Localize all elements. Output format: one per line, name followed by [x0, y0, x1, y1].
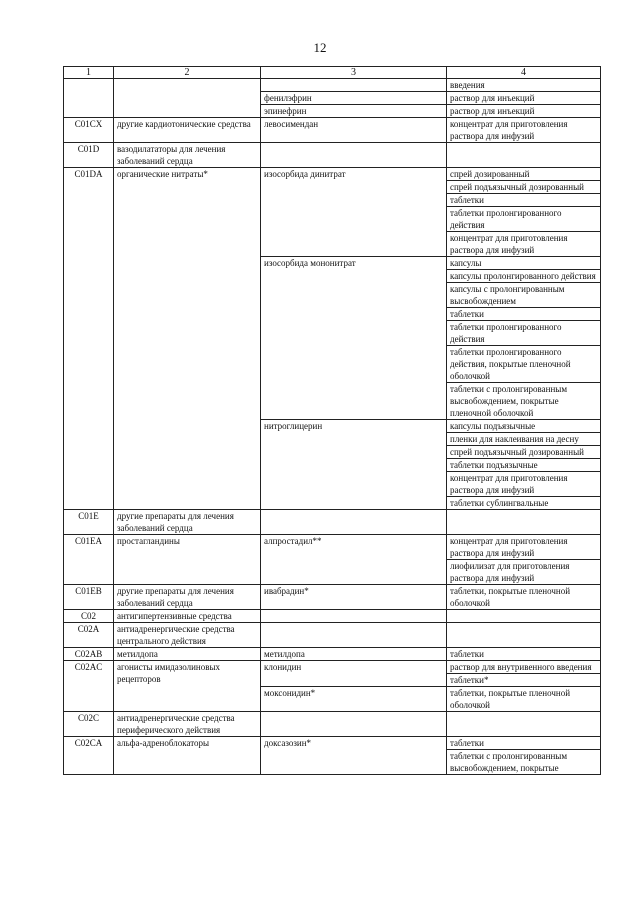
dosage-form: таблетки пролонгированного действия, покрытые пленочной оболочкой	[447, 345, 600, 382]
pharmacological-group-cell: простагландины	[114, 535, 261, 585]
dosage-forms-cell	[447, 712, 601, 737]
dosage-forms-cell	[447, 648, 601, 661]
drug-list-table	[63, 66, 601, 775]
pharmacological-group-cell: другие препараты для лечения заболеваний сердца	[114, 585, 261, 610]
atc-code-cell: C02A	[64, 623, 114, 648]
atc-code-cell: C01CX	[64, 118, 114, 143]
pharmacological-group-cell: антиадренергические средства центрального действия	[114, 623, 261, 648]
drug-name-cell	[261, 510, 447, 535]
table-row	[64, 712, 601, 737]
atc-code-cell: C02AC	[64, 661, 114, 712]
empty-cell	[450, 143, 597, 149]
dosage-form: таблетки пролонгированного действия	[447, 206, 600, 231]
dosage-forms-cell	[447, 92, 601, 105]
drug-name-cell: доксазозин*	[261, 737, 447, 775]
empty-cell	[450, 610, 597, 616]
drug-name-cell: моксонидин*	[261, 687, 447, 712]
dosage-form: концентрат для приготовления раствора для инфузий	[447, 471, 600, 496]
dosage-form: концентрат для приготовления раствора для инфузий	[450, 536, 568, 558]
pharmacological-group-cell: вазодилататоры для лечения заболеваний сердца	[114, 143, 261, 168]
dosage-forms-cell	[447, 510, 601, 535]
atc-code-cell: C01EA	[64, 535, 114, 585]
dosage-form: таблетки	[450, 649, 485, 659]
page-number: 12	[313, 40, 327, 55]
dosage-form: таблетки, покрытые пленочной оболочкой	[450, 586, 571, 608]
dosage-form: пленки для наклеивания на десну	[447, 432, 600, 445]
pharmacological-group-cell: другие кардиотонические средства	[114, 118, 261, 143]
dosage-form: спрей подъязычный дозированный	[447, 180, 600, 193]
empty-cell	[450, 623, 597, 629]
pharmacological-group-cell: другие препараты для лечения заболеваний сердца	[114, 510, 261, 535]
dosage-forms-cell	[447, 257, 601, 420]
dosage-form: таблетки пролонгированного действия	[447, 320, 600, 345]
atc-code-cell: C02CA	[64, 737, 114, 775]
dosage-forms-cell	[447, 79, 601, 92]
drug-name-cell	[261, 623, 447, 648]
table-row	[64, 585, 601, 610]
table-row	[64, 79, 601, 92]
table-row	[64, 143, 601, 168]
atc-code-cell: C02AB	[64, 648, 114, 661]
drug-name-cell	[261, 712, 447, 737]
header-col-2: 2	[114, 67, 261, 79]
pharmacological-group-cell: альфа-адреноблокаторы	[114, 737, 261, 775]
drug-name-cell	[261, 610, 447, 623]
table-row	[64, 661, 601, 687]
pharmacological-group-cell: органические нитраты*	[114, 168, 261, 510]
dosage-form: таблетки с пролонгированным высвобождением, покрытые	[447, 749, 600, 774]
dosage-forms-cell	[447, 661, 601, 687]
dosage-forms-cell	[447, 105, 601, 118]
drug-name-cell: алпростадил**	[261, 535, 447, 585]
atc-code-cell: C01DA	[64, 168, 114, 510]
dosage-form: таблетки	[447, 193, 600, 206]
table-body	[64, 67, 601, 775]
dosage-form: таблетки с пролонгированным высвобождением, покрытые пленочной оболочкой	[447, 382, 600, 419]
header-col-1: 1	[64, 67, 114, 79]
dosage-form: капсулы подъязычные	[450, 421, 536, 431]
empty-cell	[450, 712, 597, 718]
dosage-forms-cell	[447, 585, 601, 610]
drug-name-cell: метилдопа	[261, 648, 447, 661]
dosage-form: капсулы	[450, 258, 482, 268]
dosage-form: таблетки подъязычные	[447, 458, 600, 471]
pharmacological-group-cell: агонисты имидазолиновых рецепторов	[114, 661, 261, 712]
dosage-form: концентрат для приготовления раствора для инфузий	[447, 231, 600, 256]
header-col-4: 4	[447, 67, 601, 79]
pharmacological-group-cell: метилдопа	[114, 648, 261, 661]
drug-name-cell	[261, 79, 447, 92]
dosage-form: таблетки сублингвальные	[447, 496, 600, 509]
dosage-form: раствор для внутривенного введения	[450, 662, 592, 672]
drug-name-cell: изосорбида динитрат	[261, 168, 447, 257]
dosage-forms-cell	[447, 623, 601, 648]
drug-name-cell: изосорбида мононитрат	[261, 257, 447, 420]
dosage-forms-cell	[447, 687, 601, 712]
header-row	[64, 67, 601, 79]
dosage-form: спрей подъязычный дозированный	[447, 445, 600, 458]
dosage-form: капсулы с пролонгированным высвобождением	[447, 282, 600, 307]
pharmacological-group-cell: антиадренергические средства периферического действия	[114, 712, 261, 737]
drug-name-cell: клонидин	[261, 661, 447, 687]
dosage-forms-cell	[447, 737, 601, 775]
dosage-forms-cell	[447, 168, 601, 257]
dosage-form: таблетки	[447, 307, 600, 320]
table-row	[64, 168, 601, 257]
table-row	[64, 510, 601, 535]
dosage-form: раствор для инъекций	[450, 93, 535, 103]
dosage-forms-cell	[447, 535, 601, 585]
drug-name-cell: эпинефрин	[261, 105, 447, 118]
table-row	[64, 610, 601, 623]
dosage-form: таблетки*	[447, 673, 600, 686]
dosage-form: таблетки, покрытые пленочной оболочкой	[450, 688, 571, 710]
atc-code-cell: C01E	[64, 510, 114, 535]
dosage-form: концентрат для приготовления раствора для инфузий	[450, 119, 568, 141]
atc-code-cell: C01EB	[64, 585, 114, 610]
dosage-forms-cell	[447, 420, 601, 510]
atc-code-cell: C02C	[64, 712, 114, 737]
header-col-3: 3	[261, 67, 447, 79]
dosage-form: таблетки	[450, 738, 485, 748]
dosage-form: раствор для инъекций	[450, 106, 535, 116]
dosage-forms-cell	[447, 118, 601, 143]
atc-code-cell: C02	[64, 610, 114, 623]
pharmacological-group-cell: антигипертензивные средства	[114, 610, 261, 623]
atc-code-cell: C01D	[64, 143, 114, 168]
atc-code-cell	[64, 79, 114, 118]
table-row	[64, 623, 601, 648]
table-row	[64, 737, 601, 775]
pharmacological-group-cell	[114, 79, 261, 118]
dosage-form: введения	[450, 80, 485, 90]
drug-name-cell: левосимендан	[261, 118, 447, 143]
dosage-form: лиофилизат для приготовления раствора для инфузий	[447, 559, 600, 584]
table-row	[64, 118, 601, 143]
drug-name-cell: нитроглицерин	[261, 420, 447, 510]
dosage-forms-cell	[447, 610, 601, 623]
drug-name-cell: ивабрадин*	[261, 585, 447, 610]
empty-cell	[450, 510, 597, 516]
drug-name-cell	[261, 143, 447, 168]
table-row	[64, 535, 601, 585]
table-row	[64, 648, 601, 661]
drug-name-cell: фенилэфрин	[261, 92, 447, 105]
dosage-forms-cell	[447, 143, 601, 168]
dosage-form: спрей дозированный	[450, 169, 530, 179]
dosage-form: капсулы пролонгированного действия	[447, 269, 600, 282]
